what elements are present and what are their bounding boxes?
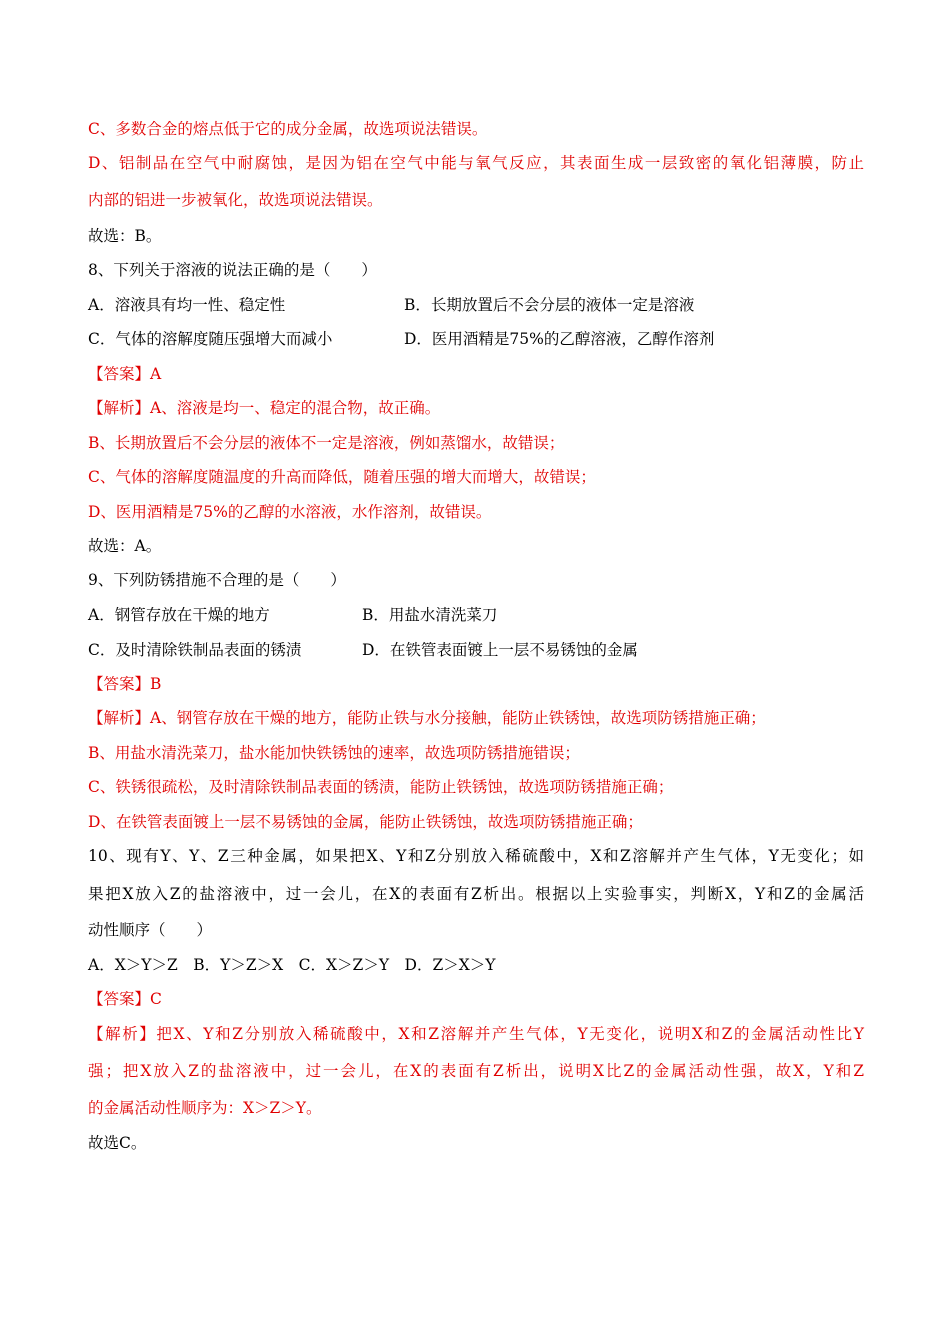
q10-analysis-line3: 的金属活动性顺序为：X＞Z＞Y。 xyxy=(88,1099,322,1117)
q10-stem-line3: 动性顺序（ ） xyxy=(88,921,213,939)
q9-option-b: B．用盐水清洗菜刀 xyxy=(362,606,498,624)
q10-choice: 故选C。 xyxy=(88,1134,147,1152)
analysis-tag: 【解析】 xyxy=(88,399,151,417)
analysis-text: A、钢管存放在干燥的地方，能防止铁与水分接触，能防止铁锈蚀，故选项防锈措施正确； xyxy=(150,709,766,727)
q8-analysis-line: C、气体的溶解度随温度的升高而降低，随着压强的增大而增大，故错误； xyxy=(88,468,596,486)
q9-option-c: C．及时清除铁制品表面的锈渍 xyxy=(88,641,302,659)
answer-tag: 【答案】 xyxy=(88,675,151,693)
q10-analysis-line2: 强；把X放入Z的盐溶液中，过一会儿，在X的表面有Z析出，说明X比Z的金属活动性强，故X，Y和Z xyxy=(88,1062,864,1080)
answer-value: A xyxy=(150,365,162,383)
q9-option-a: A．钢管存放在干燥的地方 xyxy=(88,606,270,624)
q10-stem-line1: 10、现有Y、Y、Z三种金属，如果把X、Y和Z分别放入稀硫酸中，X和Z溶解并产生气体，Y无变化；如 xyxy=(88,847,864,865)
q8-choice: 故选：A。 xyxy=(88,537,162,555)
q8-option-b: B．长期放置后不会分层的液体一定是溶液 xyxy=(404,296,695,314)
answer-value: C xyxy=(150,990,162,1008)
q10-analysis-line1 xyxy=(88,1024,864,1044)
q9-analysis-line: D、在铁管表面镀上一层不易锈蚀的金属，能防止铁锈蚀，故选项防锈措施正确； xyxy=(88,813,643,831)
q9-option-d: D．在铁管表面镀上一层不易锈蚀的金属 xyxy=(362,641,638,659)
analysis-tag: 【解析】 xyxy=(88,1025,157,1043)
q9-analysis-line: B、用盐水清洗菜刀，盐水能加快铁锈蚀的速率，故选项防锈措施错误； xyxy=(88,744,580,762)
analysis-tag: 【解析】 xyxy=(88,709,151,727)
q7-analysis-c: C、多数合金的熔点低于它的成分金属，故选项说法错误。 xyxy=(88,120,488,138)
q7-analysis-d-line1: D、铝制品在空气中耐腐蚀，是因为铝在空气中能与氧气反应，其表面生成一层致密的氧化铝薄膜，防止 xyxy=(88,154,864,172)
analysis-text: 把X、Y和Z分别放入稀硫酸中，X和Z溶解并产生气体，Y无变化，说明X和Z的金属活动性比Y xyxy=(156,1025,864,1043)
q7-choice: 故选：B。 xyxy=(88,227,162,245)
q7-analysis-d-line2: 内部的铝进一步被氧化，故选项说法错误。 xyxy=(88,191,383,209)
q8-option-a: A．溶液具有均一性、稳定性 xyxy=(88,296,286,314)
analysis-text: A、溶液是均一、稳定的混合物，故正确。 xyxy=(150,399,441,417)
q8-answer xyxy=(88,364,161,384)
q8-stem: 8、下列关于溶液的说法正确的是（ ） xyxy=(88,261,377,279)
q9-stem: 9、下列防锈措施不合理的是（ ） xyxy=(88,571,346,589)
q8-analysis-line: B、长期放置后不会分层的液体不一定是溶液，例如蒸馏水，故错误； xyxy=(88,434,565,452)
q8-analysis-line: D、医用酒精是75%的乙醇的水溶液，水作溶剂，故错误。 xyxy=(88,503,492,521)
q10-answer xyxy=(88,989,162,1009)
answer-value: B xyxy=(150,675,162,693)
q10-options: A．X＞Y＞Z B．Y＞Z＞X C．X＞Z＞Y D．Z＞X＞Y xyxy=(88,956,496,974)
q9-analysis-line: C、铁锈很疏松，及时清除铁制品表面的锈渍，能防止铁锈蚀，故选项防锈措施正确； xyxy=(88,778,674,796)
answer-tag: 【答案】 xyxy=(88,365,151,383)
q10-stem-line2: 果把X放入Z的盐溶液中，过一会儿，在X的表面有Z析出。根据以上实验事实，判断X，Y和Z的金属活 xyxy=(88,885,864,903)
q8-option-d: D．医用酒精是75%的乙醇溶液，乙醇作溶剂 xyxy=(404,330,715,348)
q9-answer xyxy=(88,674,161,694)
q8-analysis-line xyxy=(88,398,440,418)
answer-tag: 【答案】 xyxy=(88,990,151,1008)
q9-analysis-line xyxy=(88,708,766,728)
q8-option-c: C．气体的溶解度随压强增大而减小 xyxy=(88,330,333,348)
